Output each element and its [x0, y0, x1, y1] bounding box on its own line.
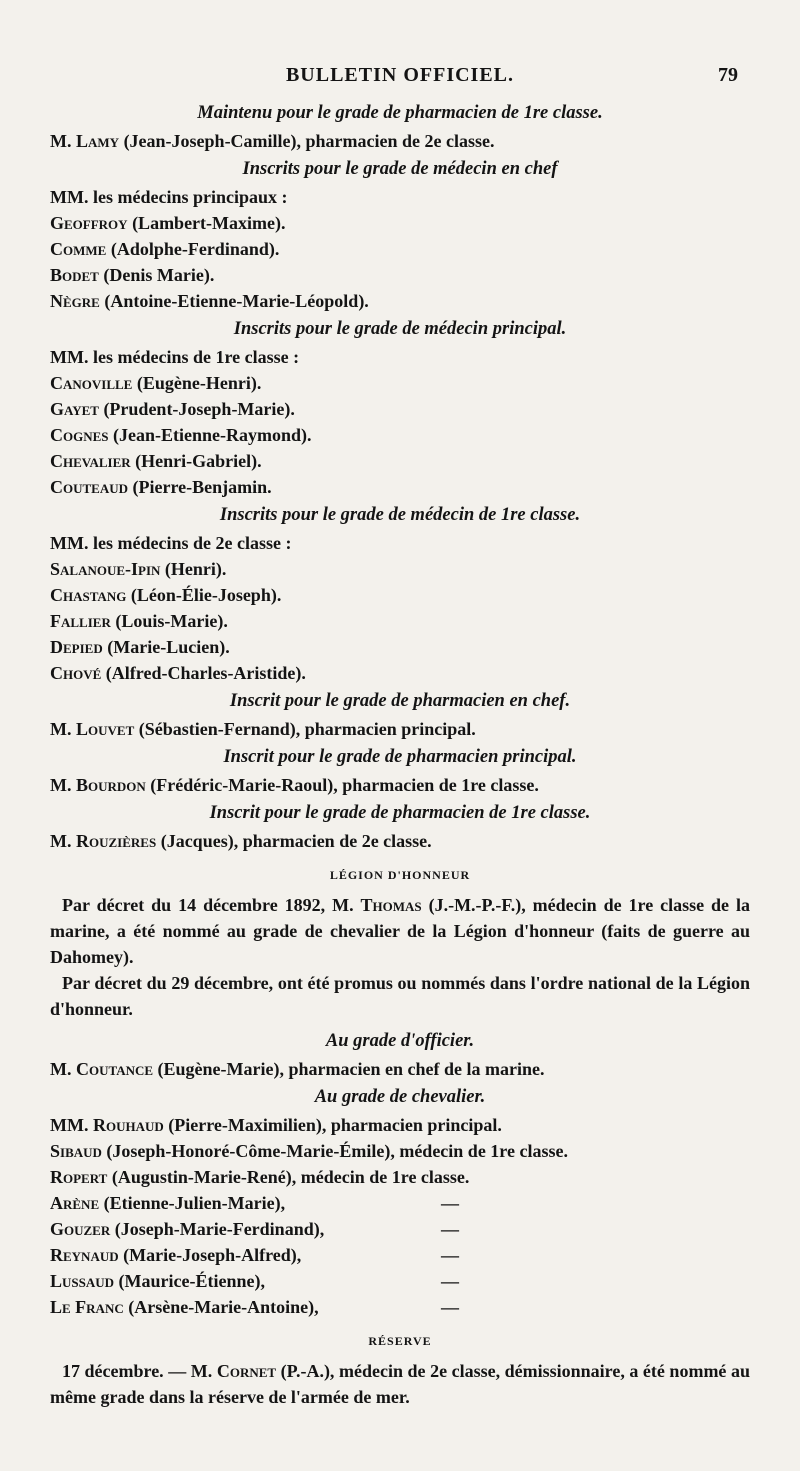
entry-line: M. Lamy (Jean-Joseph-Camille), pharmacien de 2e classe. — [50, 131, 495, 151]
section-heading: Inscrit pour le grade de pharmacien en chef. — [229, 691, 571, 711]
list-item: Nègre (Antoine-Etienne-Marie-Léopold). — [50, 291, 369, 311]
list-item: Ropert (Augustin-Marie-René), médecin de 1re classe. — [50, 1167, 470, 1187]
list-item: Chastang (Léon-Élie-Joseph). — [50, 585, 282, 605]
section-heading: Au grade de chevalier. — [314, 1087, 486, 1107]
list-item: Reynaud (Marie-Joseph-Alfred), — — [50, 1242, 470, 1268]
list-item: Sibaud (Joseph-Honoré-Côme-Marie-Émile), médecin de 1re classe. — [50, 1141, 568, 1161]
list-item: Comme (Adolphe-Ferdinand). — [50, 239, 280, 259]
list-intro: MM. les médecins principaux : — [50, 187, 288, 207]
list-item: Salanoue-Ipin (Henri). — [50, 559, 227, 579]
entry-line: M. Louvet (Sébastien-Fernand), pharmacien principal. — [50, 719, 476, 739]
entry-line: M. Bourdon (Frédéric-Marie-Raoul), pharmacien de 1re classe. — [50, 775, 539, 795]
section-heading: Inscrits pour le grade de médecin de 1re classe. — [219, 505, 581, 525]
list-item: Chevalier (Henri-Gabriel). — [50, 451, 262, 471]
entry-line: M. Rouzières (Jacques), pharmacien de 2e classe. — [50, 831, 432, 851]
decree-paragraph: Par décret du 14 décembre 1892, M. Thomas (J.-M.-P.-F.), médecin de 1re classe de la marine, a été nommé au grade de chevalier de la Légion d'honneur (faits de guerre au Dahomey). — [50, 895, 750, 967]
section-heading: Inscrits pour le grade de médecin principal. — [233, 319, 567, 339]
ditto-dash: — — [441, 1219, 459, 1239]
list-item: Le Franc (Arsène-Marie-Antoine), — — [50, 1294, 470, 1320]
list-intro: MM. les médecins de 1re classe : — [50, 347, 300, 367]
section-heading: Maintenu pour le grade de pharmacien de 1re classe. — [197, 103, 603, 123]
list-intro: MM. les médecins de 2e classe : — [50, 533, 292, 553]
section-heading: Inscrit pour le grade de pharmacien principal. — [223, 747, 577, 767]
page-content — [50, 98, 750, 1410]
list-item: Bodet (Denis Marie). — [50, 265, 215, 285]
list-item: Couteaud (Pierre-Benjamin. — [50, 477, 272, 497]
entry-line: M. Coutance (Eugène-Marie), pharmacien en chef de la marine. — [50, 1059, 545, 1079]
list-item: Fallier (Louis-Marie). — [50, 611, 228, 631]
page-header — [0, 64, 800, 94]
reserve-heading: RÉSERVE — [368, 1334, 432, 1348]
ditto-dash: — — [441, 1245, 459, 1265]
ditto-dash: — — [441, 1297, 459, 1317]
ditto-dash: — — [441, 1193, 459, 1213]
list-item: Canoville (Eugène-Henri). — [50, 373, 262, 393]
list-item: Geoffroy (Lambert-Maxime). — [50, 213, 286, 233]
section-heading: Inscrits pour le grade de médecin en chef — [242, 159, 558, 179]
list-item: MM. Rouhaud (Pierre-Maximilien), pharmacien principal. — [50, 1115, 502, 1135]
list-item: Arène (Etienne-Julien-Marie), — — [50, 1190, 470, 1216]
legion-heading: LÉGION D'HONNEUR — [329, 868, 471, 882]
list-item: Depied (Marie-Lucien). — [50, 637, 230, 657]
decree-paragraph: Par décret du 29 décembre, ont été promus ou nommés dans l'ordre national de la Légion d'honneur. — [50, 973, 750, 1019]
list-item: Gayet (Prudent-Joseph-Marie). — [50, 399, 295, 419]
page-number: 79 — [718, 64, 738, 86]
section-heading: Inscrit pour le grade de pharmacien de 1re classe. — [209, 803, 591, 823]
section-heading: Au grade d'officier. — [325, 1031, 475, 1051]
list-item: Lussaud (Maurice-Étienne), — — [50, 1268, 470, 1294]
ditto-dash: — — [441, 1271, 459, 1291]
list-item: Chové (Alfred-Charles-Aristide). — [50, 663, 306, 683]
reserve-paragraph: 17 décembre. — M. Cornet (P.-A.), médecin de 2e classe, démissionnaire, a été nommé au même grade dans la réserve de l'armée de mer. — [50, 1361, 750, 1407]
list-item: Gouzer (Joseph-Marie-Ferdinand), — — [50, 1216, 470, 1242]
running-title: BULLETIN OFFICIEL. — [285, 64, 515, 86]
list-item: Cognes (Jean-Etienne-Raymond). — [50, 425, 312, 445]
